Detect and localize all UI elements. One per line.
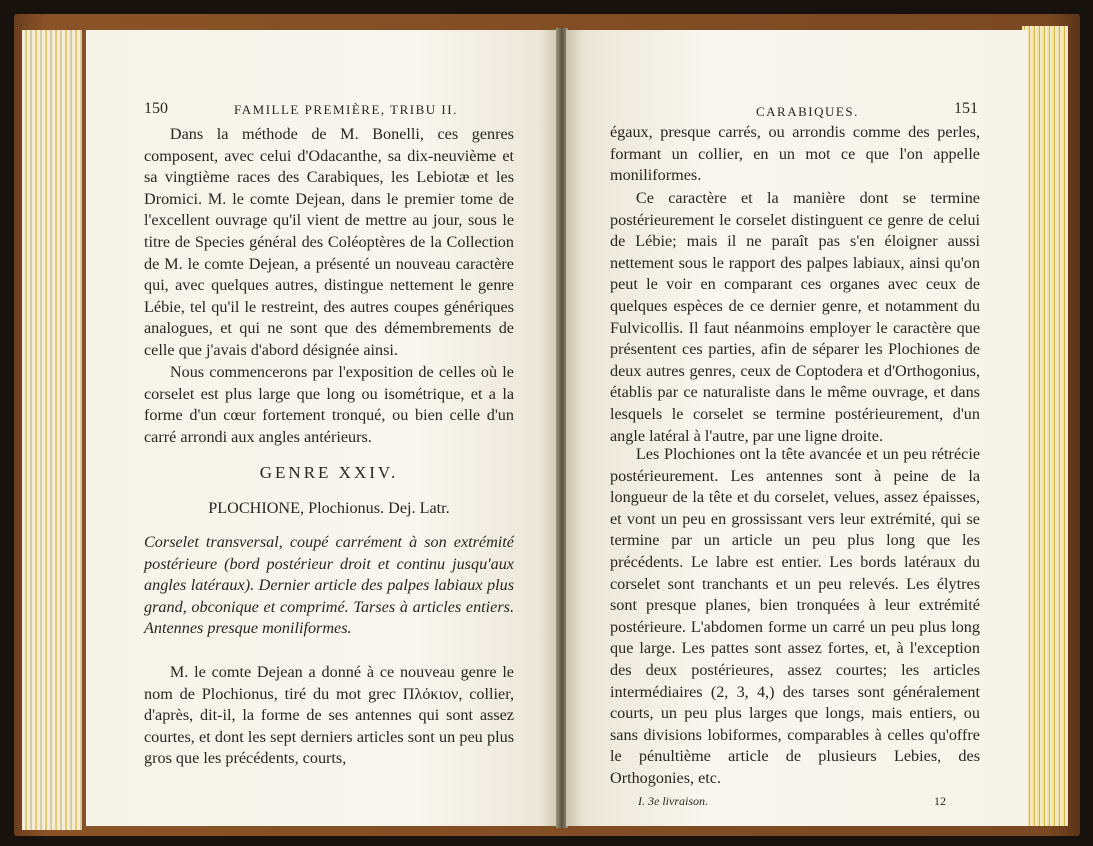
left-paragraph-1: Dans la méthode de M. Bonelli, ces genres composent, avec celui d'Odacanthe, sa dix-neuvième et sa vingtième races des Carabiques, les Lebiotæ et les Dromici. M. le comte Dejean, dans le premier tome de l'excellent ouvrage qu'il vient de mettre au jour, sous le titre de Species général des Coléoptères de la Collection de M. le comte Dejean, a présenté un nouveau caractère qui, avec quelques autres, distingue nettement le genre Lébie, tel qu'il le restreint, des autres coupes génériques analogues, et qui ne sont que des démembrements de celle que j'avais d'abord désignée ainsi. xyxy=(144,125,514,359)
signature-mark: I. 3e livraison. xyxy=(638,794,708,808)
page-number-right: 151 xyxy=(954,100,978,117)
left-page xyxy=(86,30,558,826)
page-number-left: 150 xyxy=(144,100,168,117)
genus-diagnosis: Corselet transversal, coupé carrément à son extrémité postérieure (bord postérieur droit et continu jusqu'aux angles latéraux). Dernier article des palpes labiaux plus grand, obconique et comprimé. Tarses à articles entiers. Antennes presque moniliformes. xyxy=(144,533,514,638)
signature-number: 12 xyxy=(934,794,946,808)
genus-title: PLOCHIONE, Plochionus. Dej. Latr. xyxy=(208,499,450,517)
running-head-right: CARABIQUES. xyxy=(756,104,859,119)
right-paragraph-2: Ce caractère et la manière dont se termine postérieurement le corselet distinguent ce genre de celui de Lébie; mais il ne paraît pas s'en éloigner aussi nettement sous le rapport des palpes labiaux, ainsi qu'on peut le voir en comparant ces organes avec ceux de quelques espèces de ce dernier genre, et notamment du Fulvicollis. Il faut néanmoins employer le caractère que présentent ces parties, afin de séparer les Plochiones de deux autres genres, ceux de Coptodera et d'Orthogonius, établis par ce naturaliste dans le même ouvrage, et dans lesquels le corselet se termine postérieurement, d'un angle latéral à l'autre, par une ligne droite. xyxy=(610,189,980,445)
left-page-edges xyxy=(22,30,82,830)
left-paragraph-3: M. le comte Dejean a donné à ce nouveau genre le nom de Plochionus, tiré du mot grec Πλόκιον, collier, d'après, dit-il, la forme de ses antennes qui sont assez courtes, et dont les sept derniers articles sont un peu plus gros que les précédents, courts, xyxy=(144,663,514,768)
running-head-left: FAMILLE PREMIÈRE, TRIBU II. xyxy=(234,102,458,117)
right-page-edges xyxy=(1022,26,1068,826)
genre-heading: GENRE XXIV. xyxy=(259,463,399,482)
right-paragraph-1: égaux, presque carrés, ou arrondis comme des perles, formant un collier, en un mot ce que l'on appelle moniliformes. xyxy=(610,123,980,185)
left-paragraph-2: Nous commencerons par l'exposition de celles où le corselet est plus large que long ou isométrique, et a la forme d'un cœur fortement tronqué, ou bien celle d'un carré arrondi aux angles antérieurs. xyxy=(144,363,514,446)
right-paragraph-3: Les Plochiones ont la tête avancée et un peu rétrécie postérieurement. Les antennes sont à peine de la longueur de la tête et du corselet, velues, assez épaisses, et vont un peu en grossissant vers leur extrémité, qui se termine par un article un peu plus long que les précédents. Le labre est entier. Les bords latéraux du corselet sont tranchants et un peu relevés. Les élytres sont presque planes, bien tronquées à leur extrémité postérieure. L'abdomen forme un carré un peu plus long que large. Les pattes sont assez fortes, et, à l'exception des deux postérieures, assez courtes; les articles intermédiaires (2, 3, 4,) des tarses sont généralement courts, un peu plus larges que longs, mais entiers, ou sans divisions lobiformes, comparables à celles qu'offre le pénultième article de plusieurs Lebies, des Orthogonies, etc. xyxy=(610,445,980,787)
right-page xyxy=(566,30,1028,826)
